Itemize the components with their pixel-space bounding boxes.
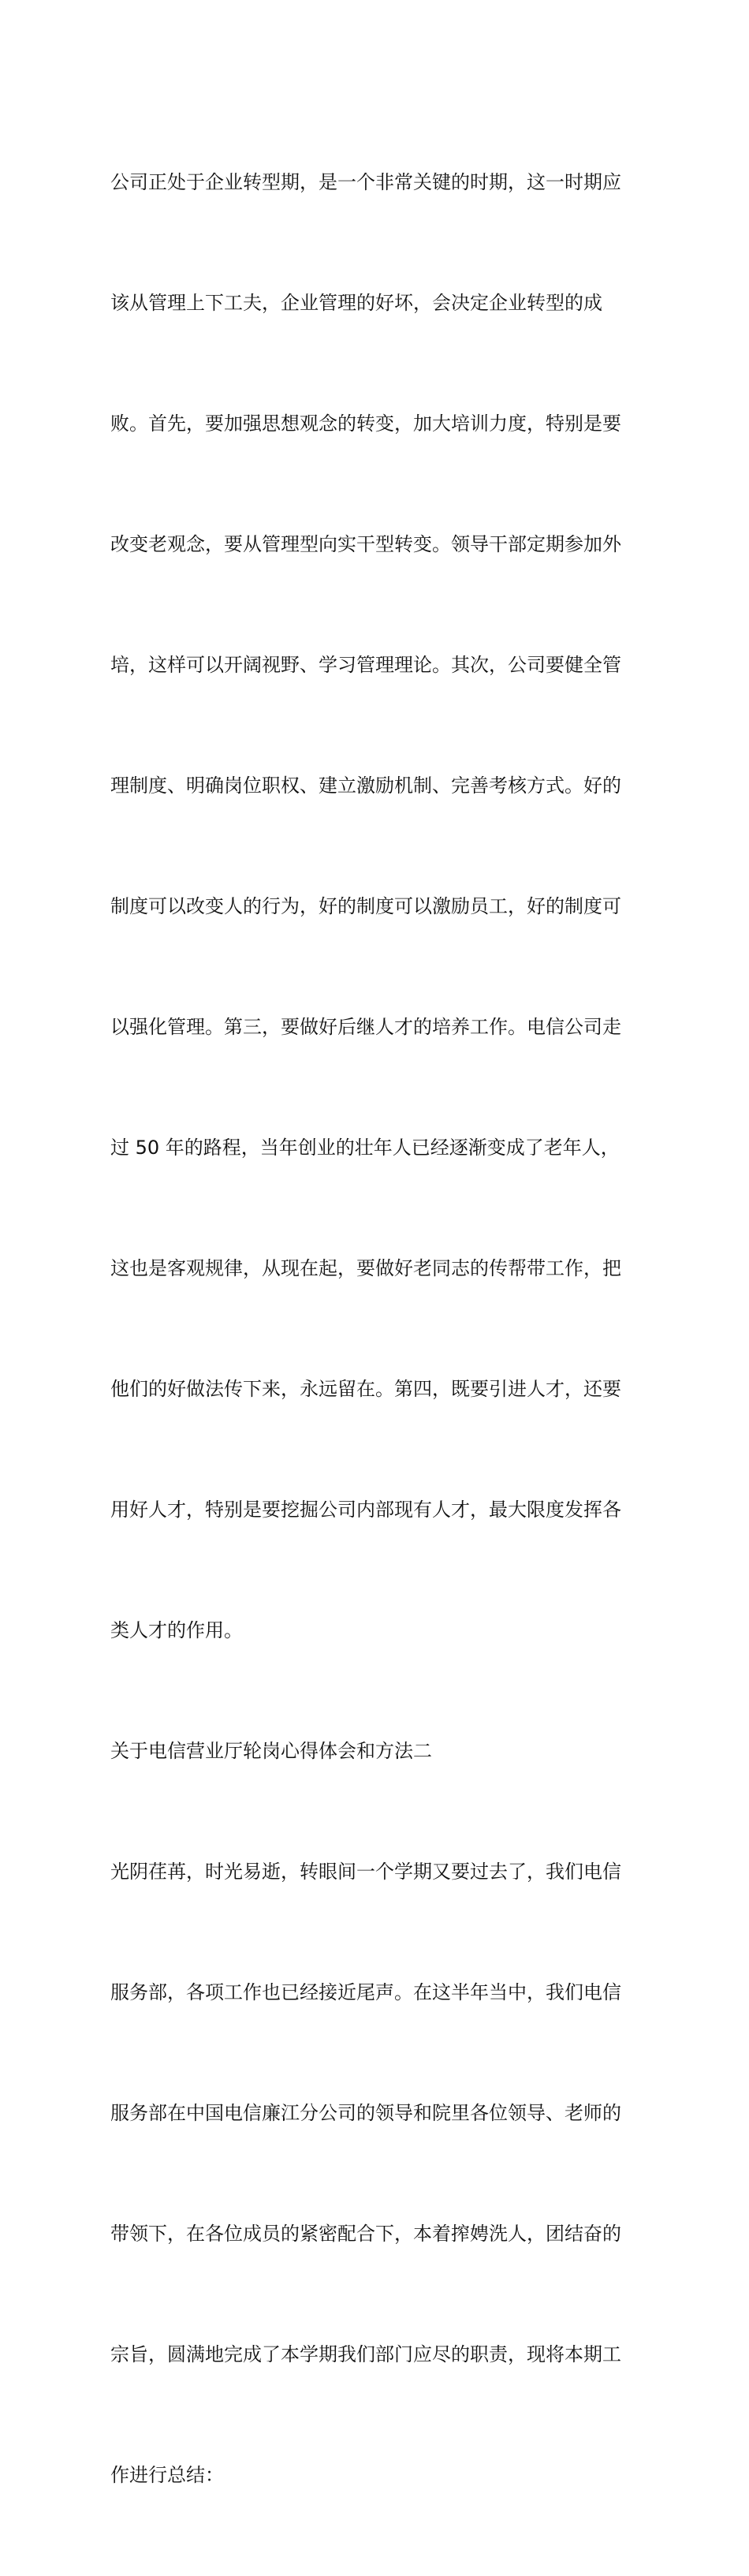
paragraph-line: 服务部，各项工作也已经接近尾声。在这半年当中，我们电信: [110, 1981, 621, 2003]
paragraph-line: 公司正处于企业转型期，是一个非常关键的时期，这一时期应: [110, 171, 621, 193]
paragraph-line: 作进行总结：: [110, 2464, 224, 2486]
paragraph-line: 光阴荏苒，时光易逝，转眼间一个学期又要过去了，我们电信: [110, 1861, 621, 1883]
paragraph-line: 制度可以改变人的行为，好的制度可以激励员工，好的制度可: [110, 895, 621, 917]
paragraph-1: [110, 82, 643, 1731]
document-body: [110, 82, 643, 2576]
paragraph-2: [110, 1771, 643, 2576]
paragraph-line: 理制度、明确岗位职权、建立激励机制、完善考核方式。好的: [110, 775, 621, 797]
paragraph-line: 培，这样可以开阔视野、学习管理理论。其次，公司要健全管: [110, 654, 621, 676]
paragraph-line: 败。首先，要加强思想观念的转变，加大培训力度，特别是要: [110, 413, 621, 435]
paragraph-line: 该从管理上下工夫，企业管理的好坏，会决定企业转型的成: [110, 292, 602, 314]
paragraph-line: 以强化管理。第三，要做好后继人才的培养工作。电信公司走: [110, 1016, 621, 1038]
paragraph-line: 这也是客观规律，从现在起，要做好老同志的传帮带工作，把: [110, 1257, 621, 1279]
paragraph-line: 过 50 年的路程，当年创业的壮年人已经逐渐变成了老年人，: [110, 1137, 620, 1159]
paragraph-line: 类人才的作用。: [110, 1619, 243, 1641]
paragraph-line: 服务部在中国电信廉江分公司的领导和院里各位领导、老师的: [110, 2102, 621, 2124]
paragraph-line: 用好人才，特别是要挖掘公司内部现有人才，最大限度发挥各: [110, 1499, 621, 1521]
section-heading: 关于电信营业厅轮岗心得体会和方法二: [110, 1740, 432, 1762]
paragraph-line: 他们的好做法传下来，永远留在。第四，既要引进人才，还要: [110, 1378, 621, 1400]
paragraph-line: 改变老观念，要从管理型向实干型转变。领导干部定期参加外: [110, 533, 621, 555]
paragraph-line: 带领下，在各位成员的紧密配合下，本着搾娉洗人，团结奋的: [110, 2223, 621, 2245]
paragraph-line: 宗旨，圆满地完成了本学期我们部门应尽的职责，现将本期工: [110, 2343, 621, 2365]
